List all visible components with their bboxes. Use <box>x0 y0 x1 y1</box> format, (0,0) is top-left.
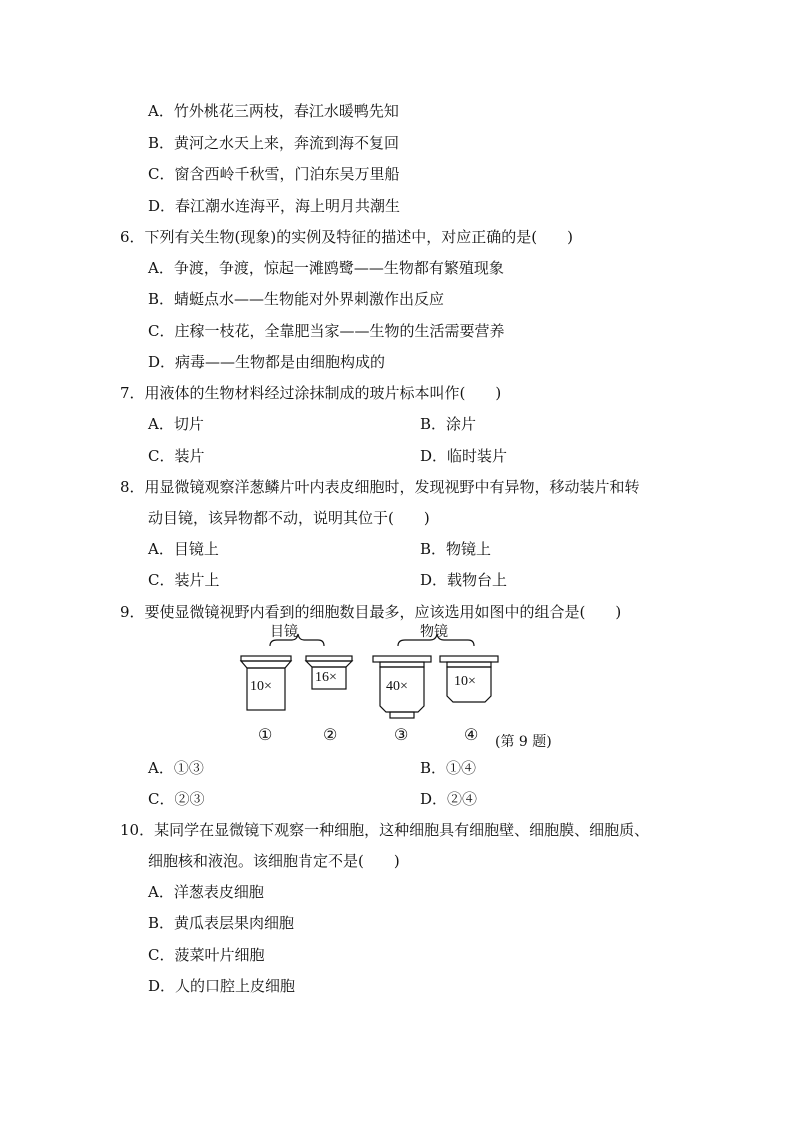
lens-1-number: ① <box>258 727 273 744</box>
microscope-lens-figure <box>230 622 520 752</box>
objective-label: 物镜 <box>420 625 448 640</box>
lens-4-magnification: 10× <box>454 674 476 689</box>
q6-option-d: D．病毒——生物都是由细胞构成的 <box>148 353 386 371</box>
q9-option-a: A．①③ <box>148 759 204 777</box>
lens-2-number: ② <box>323 727 338 744</box>
q8-stem-line2: 动目镜，该异物都不动，说明其位于( ) <box>148 509 430 527</box>
eyepiece-label: 目镜 <box>270 625 298 640</box>
q7-option-b: B．涂片 <box>420 415 477 433</box>
lens-2-magnification: 16× <box>315 670 337 685</box>
q7-stem: 7．用液体的生物材料经过涂抹制成的玻片标本叫作( ) <box>120 384 502 402</box>
q6-option-a: A．争渡，争渡，惊起一滩鸥鹭——生物都有繁殖现象 <box>148 259 504 277</box>
q10-stem-line2: 细胞核和液泡。该细胞肯定不是( ) <box>148 852 400 870</box>
q7-option-a: A．切片 <box>148 415 204 433</box>
q5-option-b: B．黄河之水天上来，奔流到海不复回 <box>148 134 400 152</box>
q10-option-c: C．菠菜叶片细胞 <box>148 946 265 964</box>
q8-option-c: C．装片上 <box>148 571 220 589</box>
q9-stem: 9．要使显微镜视野内看到的细胞数目最多，应该选用如图中的组合是( ) <box>120 603 622 621</box>
q6-option-c: C．庄稼一枝花，全靠肥当家——生物的生活需要营养 <box>148 322 505 340</box>
q5-option-c: C．窗含西岭千秋雪，门泊东吴万里船 <box>148 165 400 183</box>
q6-option-b: B．蜻蜓点水——生物能对外界刺激作出反应 <box>148 290 445 308</box>
q10-stem-line1: 10．某同学在显微镜下观察一种细胞，这种细胞具有细胞壁、细胞膜、细胞质、 <box>120 821 650 839</box>
q5-option-d: D．春江潮水连海平，海上明月共潮生 <box>148 197 401 215</box>
q8-option-b: B．物镜上 <box>420 540 492 558</box>
q8-option-d: D．载物台上 <box>420 571 508 589</box>
q10-option-a: A．洋葱表皮细胞 <box>148 883 264 901</box>
q10-option-d: D．人的口腔上皮细胞 <box>148 977 296 995</box>
figure-caption: (第 9 题) <box>495 734 552 750</box>
q9-option-c: C．②③ <box>148 790 205 808</box>
q7-option-d: D．临时装片 <box>420 447 508 465</box>
lens-3-number: ③ <box>394 727 409 744</box>
q9-option-b: B．①④ <box>420 759 477 777</box>
q5-option-a: A．竹外桃花三两枝，春江水暖鸭先知 <box>148 102 399 120</box>
q10-option-b: B．黄瓜表层果肉细胞 <box>148 914 295 932</box>
q8-stem-line1: 8．用显微镜观察洋葱鳞片叶内表皮细胞时，发现视野中有异物，移动装片和转 <box>120 478 640 496</box>
lens-4-number: ④ <box>464 727 479 744</box>
q7-option-c: C．装片 <box>148 447 205 465</box>
lens-3-magnification: 40× <box>386 679 408 694</box>
q9-option-d: D．②④ <box>420 790 478 808</box>
lens-1-magnification: 10× <box>250 679 272 694</box>
q8-option-a: A．目镜上 <box>148 540 219 558</box>
q6-stem: 6．下列有关生物(现象)的实例及特征的描述中，对应正确的是( ) <box>120 228 573 246</box>
